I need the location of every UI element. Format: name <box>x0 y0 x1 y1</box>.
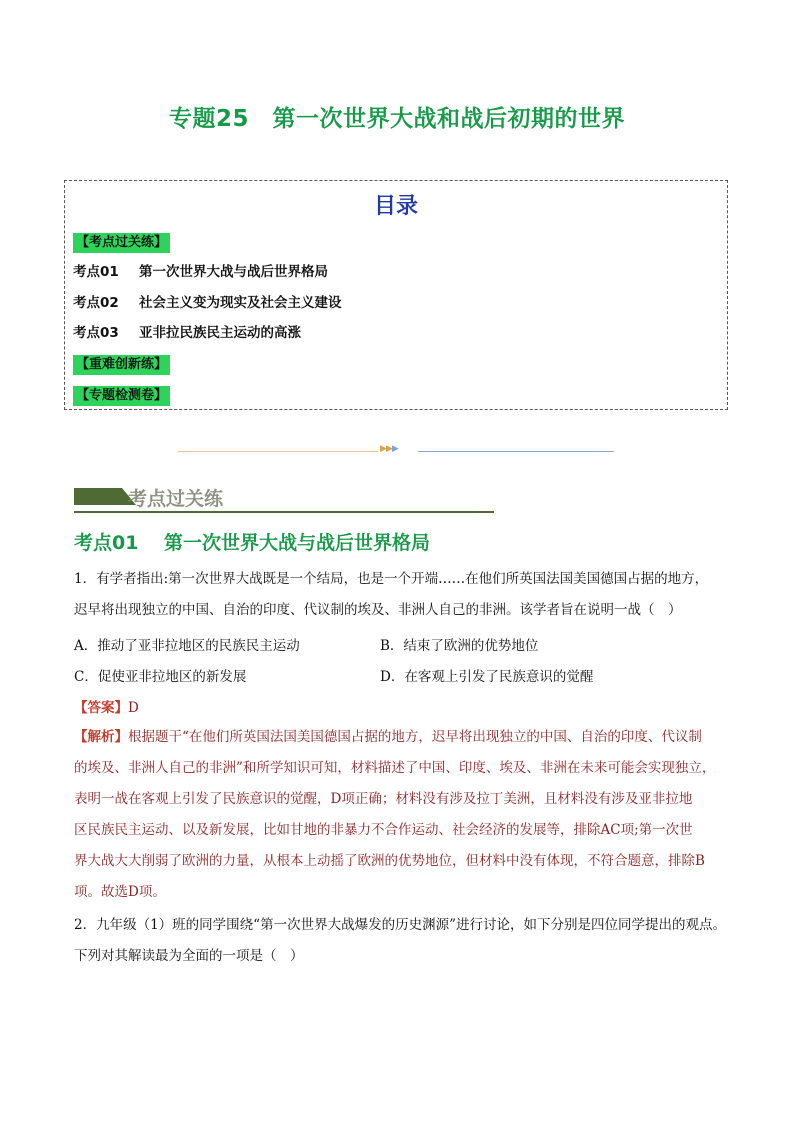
banner-bar-icon <box>74 488 122 505</box>
divider-line-right <box>418 451 614 452</box>
analysis-line: 界大战大大削弱了欧洲的力量，从根本上动摇了欧洲的优势地位，但材料中没有体现，不符合题意，排除B <box>74 853 705 869</box>
answer-line <box>74 696 139 716</box>
analysis-line: 表明一战在客观上引发了民族意识的觉醒，D项正确；材料没有涉及拉丁美洲，且材料没有涉及亚非拉地 <box>74 791 693 807</box>
answer-tag: 【答案】 <box>74 700 128 716</box>
analysis-line: 【解析】根据题干“在他们所英国法国美国德国占据的地方，迟早将出现独立的中国、自治的印度、代议制 <box>74 729 702 745</box>
analysis-block <box>74 722 734 908</box>
toc-heading: 目录 <box>373 194 418 219</box>
option-d[interactable]: D．在客观上引发了民族意识的觉醒 <box>380 669 594 685</box>
section-banner-label: 考点过关练 <box>128 488 224 510</box>
toc-item-num: 考点02 <box>73 295 119 311</box>
question-text: 2．九年级（1）班的同学围绕“第一次世界大战爆发的历史渊源”进行讨论，如下分别是四位同学提出的观点。 <box>74 917 726 933</box>
kp-heading <box>74 528 430 555</box>
toc-item-num: 考点03 <box>73 325 119 341</box>
toc-tag-test[interactable]: 【专题检测卷】 <box>73 386 170 406</box>
toc-item-label: 第一次世界大战与战后世界格局 <box>139 264 328 280</box>
kp-heading-label: 第一次世界大战与战后世界格局 <box>164 532 431 554</box>
toc-tag-innovation[interactable]: 【重难创新练】 <box>73 355 170 375</box>
toc-tag-practice[interactable]: 【考点过关练】 <box>73 233 170 253</box>
banner-underline <box>74 511 494 513</box>
option-c[interactable]: C．促使亚非拉地区的新发展 <box>74 669 247 685</box>
analysis-line: 的埃及、非洲人自己的非洲”和所学知识可知，材料描述了中国、印度、埃及、非洲在未来可能会实现独立， <box>74 760 716 776</box>
analysis-tag: 【解析】 <box>74 729 128 745</box>
toc-item-label: 亚非拉民族民主运动的高涨 <box>139 325 301 341</box>
toc-item-num: 考点01 <box>73 264 119 280</box>
question-text: 下列对其解读最为全面的一项是（ ） <box>74 948 304 964</box>
option-b[interactable]: B．结束了欧洲的优势地位 <box>380 638 539 654</box>
analysis-line: 区民族民主运动、以及新发展，比如甘地的非暴力不合作运动、社会经济的发展等，排除AC项;第一次世 <box>74 822 693 838</box>
section-banner <box>74 484 494 512</box>
arrow-icon: ▶▶▶ <box>380 444 398 454</box>
divider-line-left <box>178 451 378 452</box>
table-of-contents <box>64 180 728 410</box>
toc-item-1[interactable] <box>73 263 328 281</box>
page-title: 专题25 第一次世界大战和战后初期的世界 <box>168 106 625 132</box>
toc-item-2[interactable] <box>73 294 342 312</box>
kp-heading-num: 考点01 <box>74 532 139 554</box>
question-text: 1．有学者指出:第一次世界大战既是一个结局，也是一个开端……在他们所英国法国美国德国占据的地方， <box>74 571 709 587</box>
question-1-stem <box>74 564 734 626</box>
toc-item-3[interactable] <box>73 324 301 342</box>
answer-value: D <box>128 700 139 716</box>
option-a[interactable]: A．推动了亚非拉地区的民族民主运动 <box>74 638 300 654</box>
analysis-line: 项。故选D项。 <box>74 884 166 900</box>
toc-item-label: 社会主义变为现实及社会主义建设 <box>139 295 342 311</box>
question-2-stem <box>74 910 734 972</box>
question-text: 迟早将出现独立的中国、自治的印度、代议制的埃及、非洲人自己的非洲。该学者旨在说明一战（ ） <box>74 602 682 618</box>
